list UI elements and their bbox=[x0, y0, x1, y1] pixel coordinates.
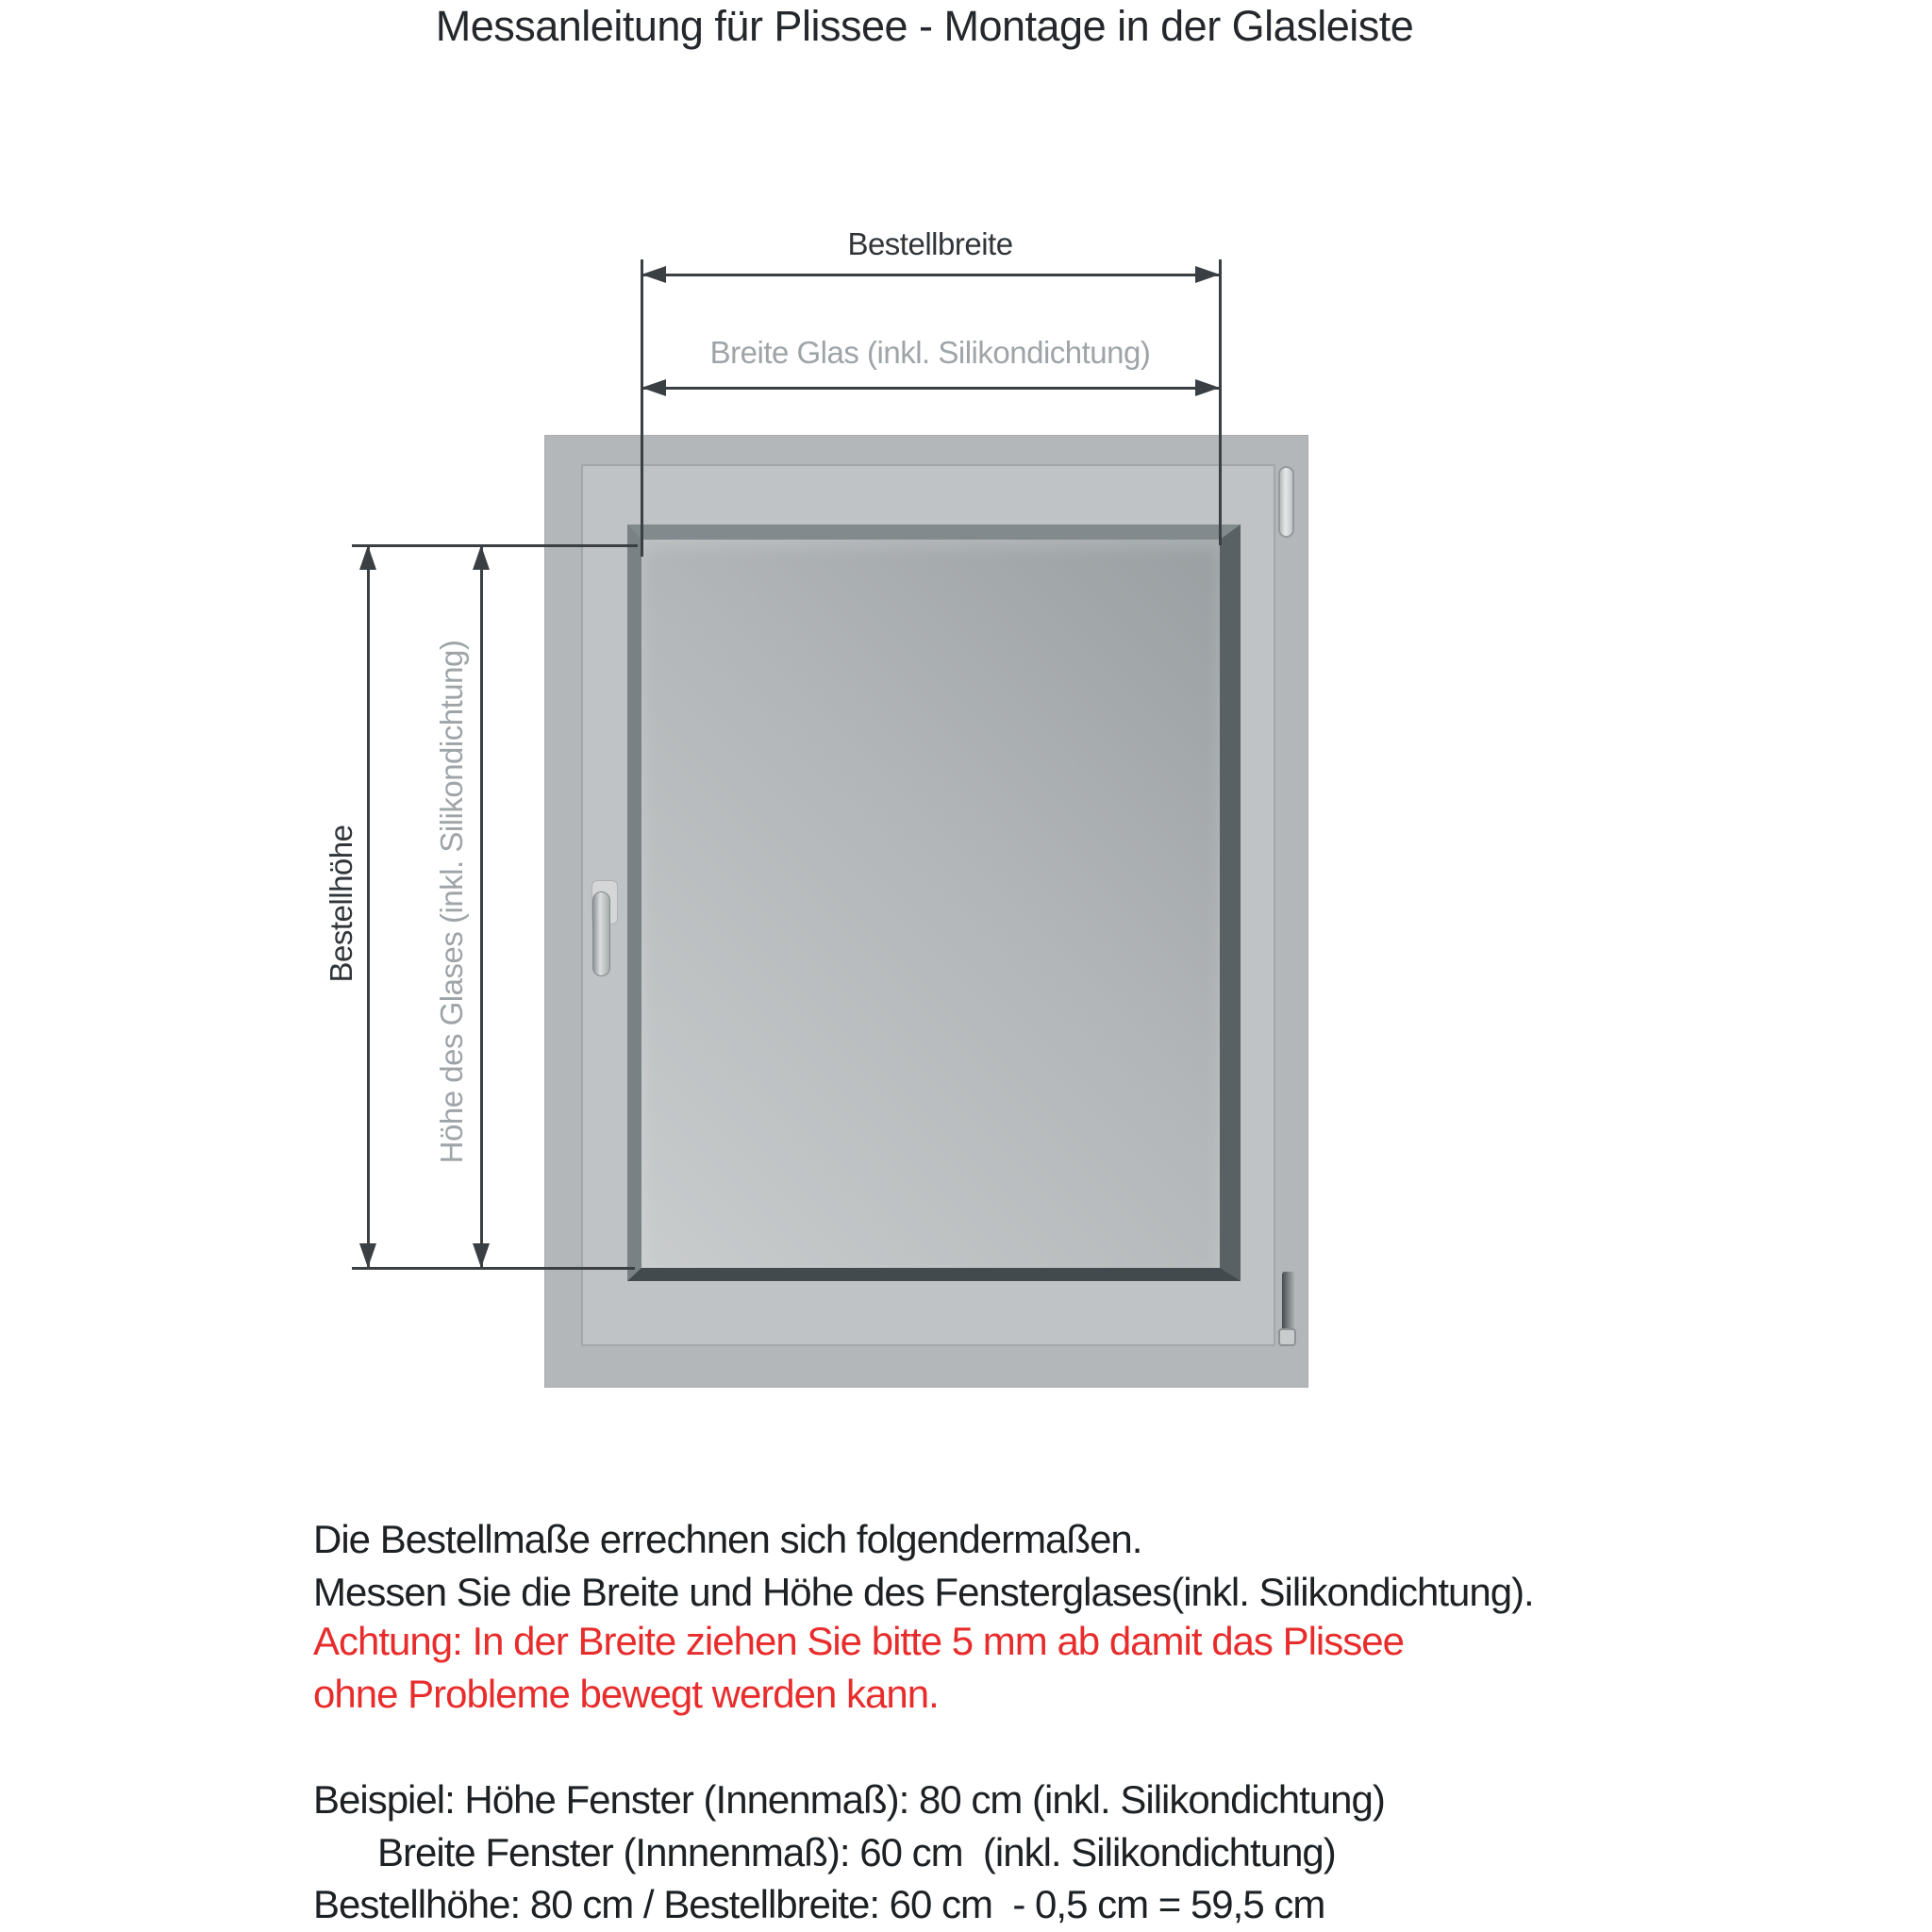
order-height-arrow-line bbox=[367, 545, 370, 1268]
instruction-line: Messen Sie die Breite und Höhe des Fensterglases(inkl. Silikondichtung). bbox=[313, 1570, 1534, 1614]
window-hinge-top bbox=[1278, 466, 1294, 538]
arrowhead-down-icon bbox=[473, 1243, 490, 1268]
arrowhead-right-icon bbox=[1195, 379, 1220, 396]
order-width-arrow-line bbox=[641, 274, 1220, 276]
order-width-label: Bestellbreite bbox=[847, 226, 1013, 261]
instruction-line: Die Bestellmaße errechnen sich folgendermaßen. bbox=[313, 1517, 1142, 1561]
order-height-label: Bestellhöhe bbox=[324, 824, 358, 983]
warning-line: Achtung: In der Breite ziehen Sie bitte 5 mm ab damit das Plissee bbox=[313, 1619, 1404, 1663]
example-line: Breite Fenster (Innnenmaß): 60 cm (inkl. Silikondichtung) bbox=[377, 1830, 1336, 1874]
glass-width-label: Breite Glas (inkl. Silikondichtung) bbox=[709, 335, 1151, 370]
window-hinge-bottom-knob bbox=[1278, 1328, 1296, 1346]
window-glass-with-bead bbox=[627, 525, 1241, 1281]
window-handle-grip bbox=[592, 891, 610, 976]
extension-line-right bbox=[1219, 259, 1222, 545]
glass-width-arrow-line bbox=[641, 387, 1220, 390]
example-line: Bestellhöhe: 80 cm / Bestellbreite: 60 cm - 0,5 cm = 59,5 cm bbox=[313, 1882, 1325, 1926]
arrowhead-up-icon bbox=[359, 545, 376, 570]
warning-line: ohne Probleme bewegt werden kann. bbox=[313, 1672, 939, 1716]
window-hinge-bottom bbox=[1282, 1272, 1294, 1332]
extension-line-bottom bbox=[352, 1267, 635, 1270]
arrowhead-right-icon bbox=[1195, 266, 1220, 283]
extension-line-top bbox=[352, 544, 638, 547]
glass-height-arrow-line bbox=[480, 545, 483, 1268]
extension-line-left bbox=[641, 259, 643, 557]
arrowhead-down-icon bbox=[359, 1243, 376, 1268]
example-line: Beispiel: Höhe Fenster (Innenmaß): 80 cm (inkl. Silikondichtung) bbox=[313, 1777, 1385, 1822]
glass-height-label: Höhe des Glases (inkl. Silikondichtung) bbox=[434, 640, 469, 1164]
arrowhead-up-icon bbox=[473, 545, 490, 570]
arrowhead-left-icon bbox=[641, 266, 666, 283]
arrowhead-left-icon bbox=[641, 379, 666, 396]
page-title: Messanleitung für Plissee - Montage in der Glasleiste bbox=[435, 2, 1414, 50]
